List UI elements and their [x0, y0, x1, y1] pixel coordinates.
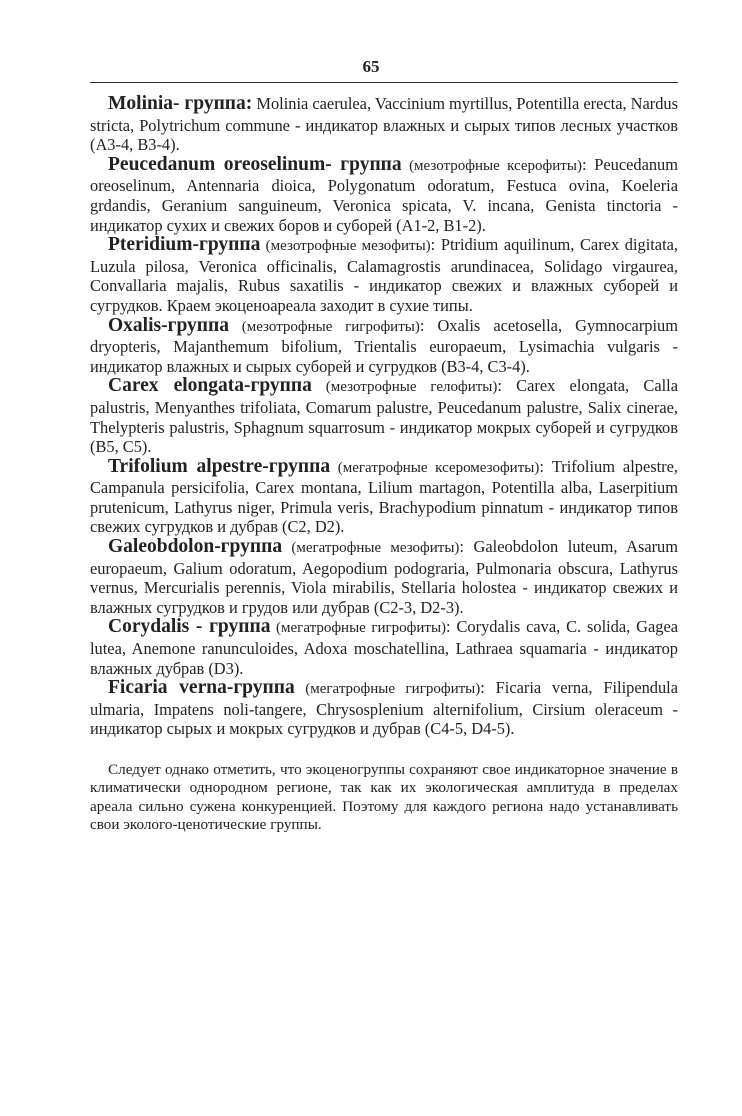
group-species: : Oxalis acetosella, Gymnocarpium dryopteris, Majanthemum bifolium, Trientalis europaeum, Lysimachia vulgaris - индикатор влажных и сырых суборей и сугрудков (В3-4, С3-4). — [90, 315, 678, 376]
group-name: Ficaria verna-группа — [108, 677, 295, 699]
group-species: : Ptridium aquilinum, Carex digitata, Luzula pilosa, Veronica officinalis, Calamagrostis arundinacea, Solidago virgaurea, Convallaria majalis, Rubus saxatilis - индикатор свежих и влажных суборей и сугрудков. Краем экоценоареала заходит в сухие типы. — [90, 235, 678, 315]
group-paragraph — [90, 457, 678, 537]
group-name: Galeobdolon-группа — [108, 536, 283, 558]
group-note: (мезотрофные гелофиты) — [311, 379, 498, 396]
group-species: : Ficaria verna, Filipendula ulmaria, Impatens noli-tangere, Chrysosplenium alternifolium, Cirsium oleraceum - индикатор сырых и мокрых сугрудков и дубрав (С4-5, D4-5). — [90, 678, 679, 739]
group-paragraph — [90, 94, 678, 155]
group-name: Carex elongata-группа — [108, 375, 312, 397]
group-name: Molinia- группа: — [108, 93, 253, 114]
group-paragraph — [90, 537, 678, 617]
group-species: : Peucedanum oreoselinum, Antennaria dioica, Polygonatum odoratum, Festuca ovina, Koeleria grdandis, Geranium sanguineum, Veronica spicata, V. incana, Genista tinctoria - индикатор сухих и свежих боров и суборей (А1-2, В1-2). — [90, 154, 678, 235]
header-rule — [90, 82, 678, 83]
group-species: : Corydalis cava, C. solida, Gagea lutea, Anemone ranunculoides, Adoxa moschatellina, Lathraea squamaria - индикатор влажных дубрав (D3). — [90, 617, 678, 678]
conclusion-paragraph: Следует однако отметить, что экоценогруппы сохраняют свое индикаторное значение в климатически однородном регионе, так как их экологическая амплитуда в пределах ареала сильно сужена конкуренцией. Поэтому для каждого региона надо устанавливать свои эколого-ценотические группы. — [90, 761, 678, 834]
page-number: 65 — [362, 57, 380, 76]
group-note: (мегатрофные мезофиты) — [282, 540, 460, 557]
group-paragraph — [90, 376, 678, 456]
group-species: : Carex elongata, Calla palustris, Menyanthes trifoliata, Comarum palustre, Peucedanum palustre, Salix cinerae, Thelypteris palustris, Sphagnum squarrosum - индикатор мокрых суборей и сугрудков (В5, С5). — [90, 376, 678, 457]
group-species: : Galeobdolon luteum, Asarum europaeum, Galium odoratum, Aegopodium podograria, Pulmonaria obscura, Lathyrus vernus, Mercurialis perennis, Viola mirabilis, Stellaria holostea - индикатор свежих и влажных сугрудков и грудов или дубрав (С2-3, D2-3). — [90, 537, 678, 617]
group-paragraph — [90, 617, 678, 678]
group-note: (мезотрофные мезофиты) — [260, 238, 431, 255]
group-name: Peucedanum oreoselinum- группа — [108, 153, 402, 175]
group-species: Molinia caerulea, Vaccinium myrtillus, Potentilla erecta, Nardus stricta, Polytrichum commune - индикатор влажных и сырых типов лесных участков (А3-4, В3-4). — [90, 94, 679, 155]
group-note: (мезотрофные гигрофиты) — [229, 318, 420, 335]
group-name: Corydalis - группа — [108, 616, 271, 638]
group-paragraph — [90, 678, 678, 739]
group-name: Oxalis-группа — [108, 314, 229, 336]
group-paragraph — [90, 235, 678, 315]
group-note: (мезотрофные ксерофиты) — [401, 157, 582, 174]
group-note: (мегатрофные ксеромезофиты) — [330, 459, 540, 476]
group-name: Trifolium alpestre-группа — [108, 455, 331, 477]
group-species: : Trifolium alpestre, Campanula persicifolia, Carex montana, Lilium martagon, Potentilla alba, Laserpitium prutenicum, Lathyrus niger, Primula veris, Brachypodium pinnatum - индикатор типов свежих сугрудков и дубрав (С2, D2). — [90, 456, 678, 537]
group-paragraph — [90, 155, 678, 235]
group-paragraph — [90, 316, 678, 377]
group-note: (мегатрофные гигрофиты) — [294, 681, 481, 698]
group-name: Pteridium-группа — [108, 234, 261, 256]
page-body — [90, 94, 678, 835]
group-note: (мегатрофные гигрофиты) — [270, 620, 447, 637]
